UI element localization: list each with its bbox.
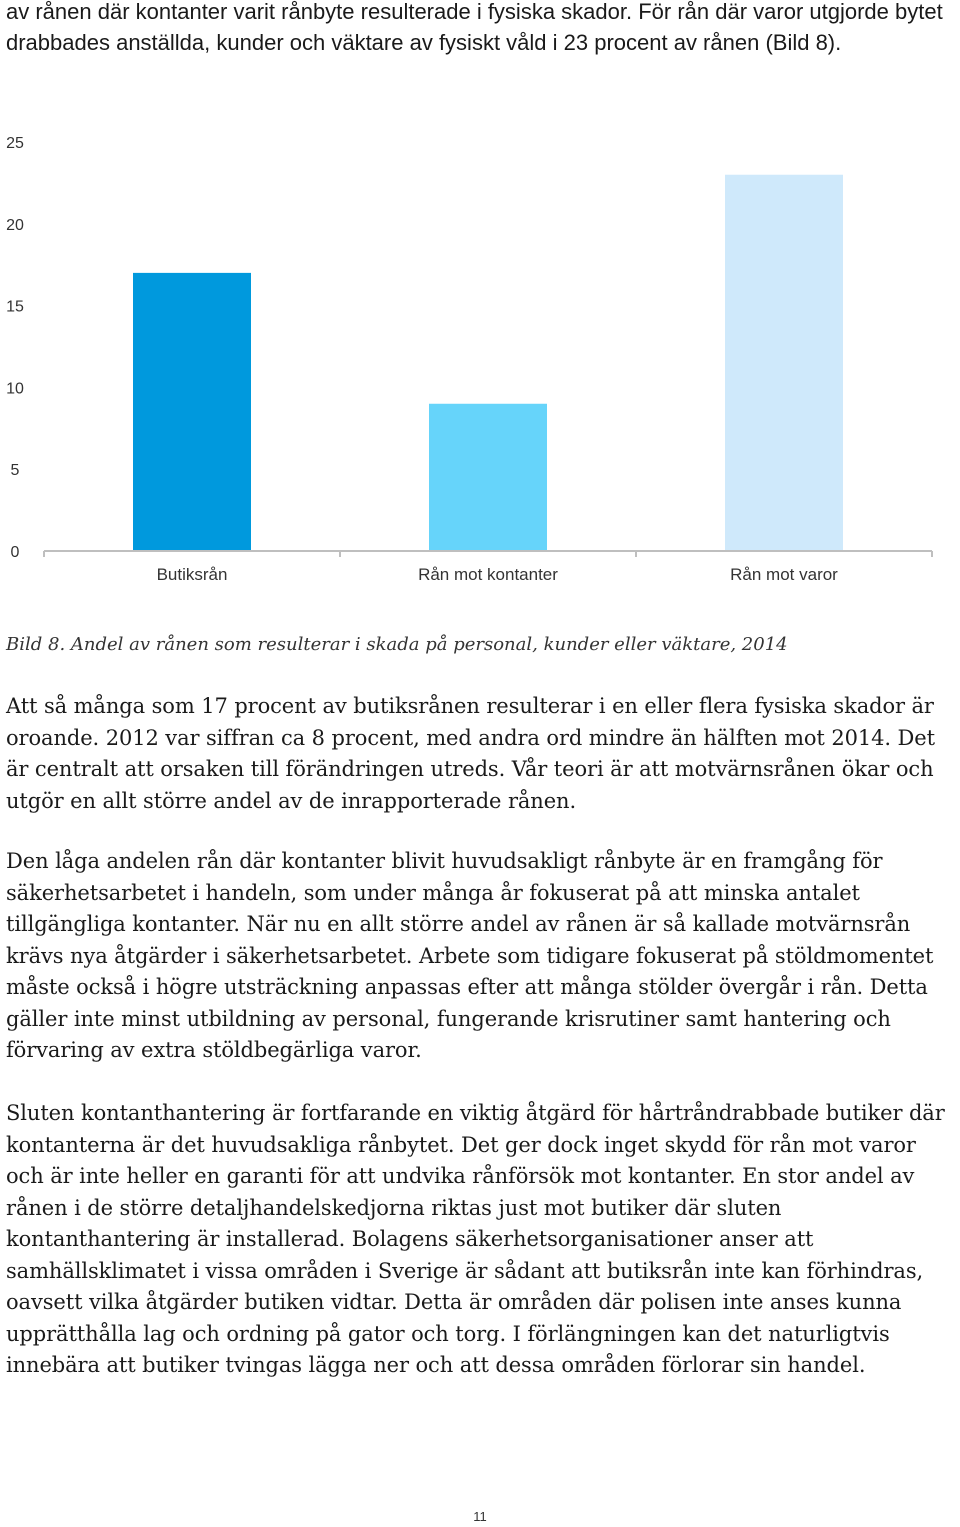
body-paragraph-1: Att så många som 17 procent av butiksrånen resulterar i en eller flera fysiska skador är oroande. 2012 var siffran ca 8 procent, med andra ord mindre än hälften mot 2014. Det är centralt att orsaken till förändringen utreds. Vår teori är att motvärnsrånen ökar och utgör en allt större andel av de inrapporterade rånen. xyxy=(6,694,935,813)
bar-chart xyxy=(0,120,960,600)
y-tick-label: 20 xyxy=(6,216,24,234)
y-tick-label: 5 xyxy=(10,462,20,480)
body-paragraph-2: Den låga andelen rån där kontanter blivit huvudsakligt rånbyte är en framgång för säkerhetsarbetet i handeln, som under många år fokuserat på att minska antalet tillgängliga kontanter. När nu en allt större andel av rånen är så kallade motvärnsrån krävs nya åtgärder i säkerhetsarbetet. Arbete som tidigare fokuserat på stöldmomentet måste också i högre utsträckning anpassas efter att många stölder övergår i rån. Detta gäller inte minst utbildning av personal, fungerande krisrutiner samt hantering och förvaring av extra stöldbegärliga varor. xyxy=(6,849,934,1062)
intro-paragraph: av rånen där kontanter varit rånbyte resulterade i fysiska skador. För rån där varor utgjorde bytet drabbades anställda, kunder och väktare av fysiskt våld i 23 procent av rånen (Bild 8). xyxy=(6,0,943,55)
x-axis-labels xyxy=(157,565,839,584)
y-tick-label: 10 xyxy=(6,380,24,398)
figure-caption: Bild 8. Andel av rånen som resulterar i skada på personal, kunder eller väktare, 2014 xyxy=(6,634,788,655)
y-axis-ticks xyxy=(6,135,24,561)
page-number: 11 xyxy=(473,1509,487,1524)
y-tick-label: 25 xyxy=(6,135,24,152)
chart-bars xyxy=(133,175,843,551)
bar-3 xyxy=(725,175,843,551)
y-tick-label: 0 xyxy=(10,544,20,561)
bar-2 xyxy=(429,404,547,551)
bar-1 xyxy=(133,273,251,551)
x-category-label: Butiksrån xyxy=(156,565,228,584)
y-tick-label: 15 xyxy=(6,298,24,316)
x-category-label: Rån mot kontanter xyxy=(418,565,558,584)
x-category-label: Rån mot varor xyxy=(730,565,838,584)
body-paragraph-3: Sluten kontanthantering är fortfarande en viktig åtgärd för hårtråndrabbade butiker där kontanterna är det huvudsakliga rånbytet. Det ger dock inget skydd för rån mot varor och är inte heller en garanti för att undvika rånförsök mot kontanter. En stor andel av rånen i de större detaljhandelskedjorna riktas just mot butiker där sluten kontanthantering är installerad. Bolagens säkerhetsorganisationer anser att samhällsklimatet i vissa områden i Sverige är sådant att butiksrån inte kan förhindras, oavsett vilka åtgärder butiken vidtar. Detta är områden där polisen inte anses kunna upprätthålla lag och ordning på gator och torg. I förlängningen kan det naturligtvis innebära att butiker tvingas lägga ner och att dessa områden förlorar sin handel. xyxy=(6,1101,945,1377)
